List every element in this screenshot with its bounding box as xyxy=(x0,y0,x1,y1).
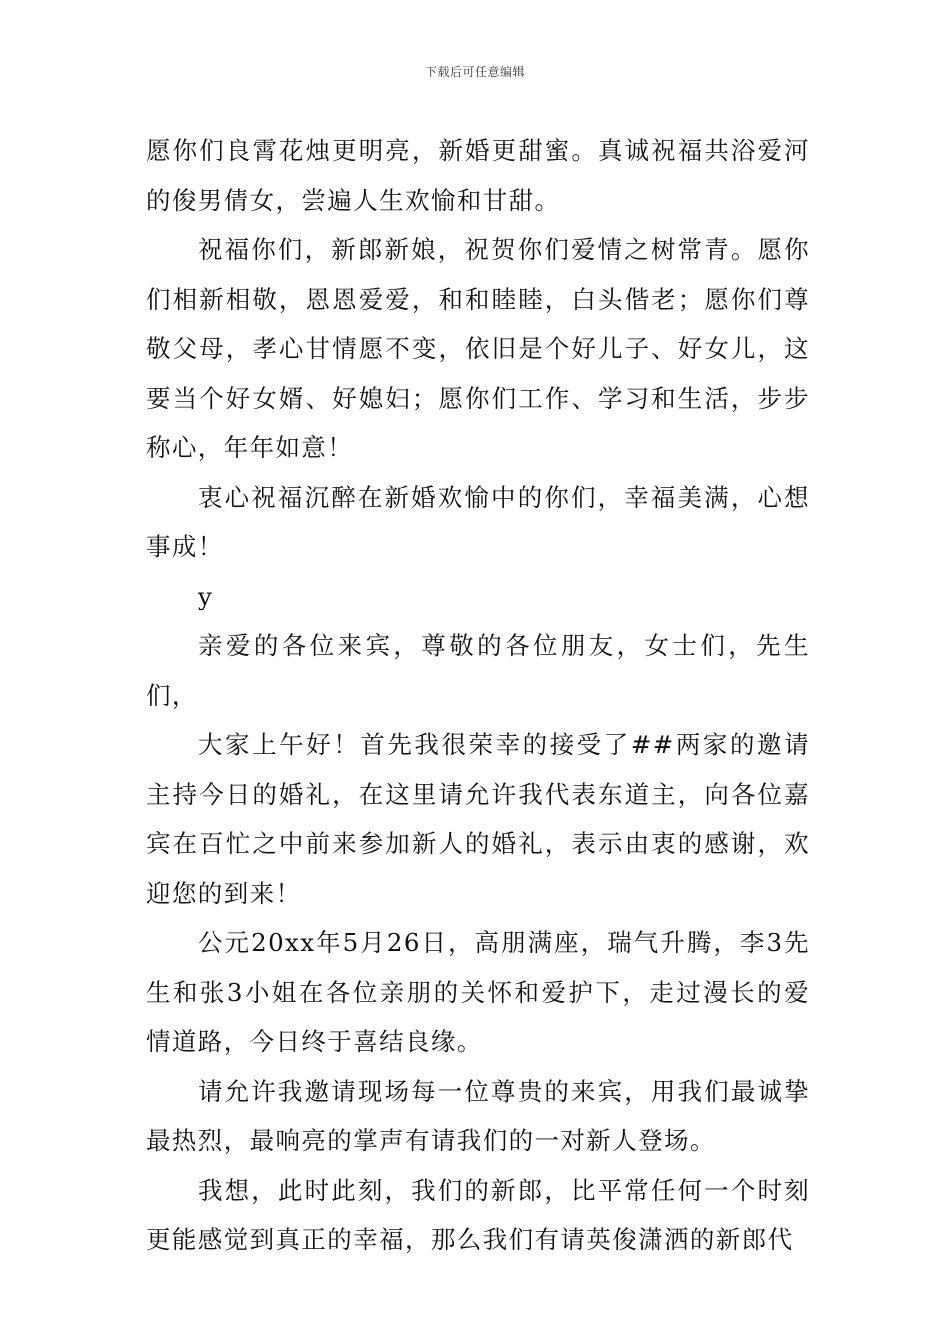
paragraph-stray-letter: y xyxy=(198,581,214,611)
paragraph-groom: 我想，此时此刻，我们的新郎，比平常任何一个时刻更能感觉到真正的幸福，那么我们有请英俊潇洒的新郎代 xyxy=(146,1175,810,1254)
paragraph-greeting: 亲爱的各位来宾，尊敬的各位朋友，女士们，先生们， xyxy=(146,631,810,710)
paragraph-welcome: 大家上午好！首先我很荣幸的接受了##两家的邀请主持今日的婚礼，在这里请允许我代表东道主，向各位嘉宾在百忙之中前来参加新人的婚礼，表示由衷的感谢，欢迎您的到来！ xyxy=(146,730,810,908)
document-body xyxy=(146,126,810,1265)
paragraph-blessing-1: 愿你们良霄花烛更明亮，新婚更甜蜜。真诚祝福共浴爱河的俊男倩女，尝遍人生欢愉和甘甜。 xyxy=(146,136,810,215)
paragraph-blessing-3: 衷心祝福沉醉在新婚欢愉中的你们，幸福美满，心想事成！ xyxy=(146,482,810,561)
paragraph-applause: 请允许我邀请现场每一位尊贵的来宾，用我们最诚挚最热烈，最响亮的掌声有请我们的一对新人登场。 xyxy=(146,1076,810,1155)
paragraph-blessing-2: 祝福你们，新郎新娘，祝贺你们爱情之树常青。愿你们相新相敬，恩恩爱爱，和和睦睦，白头偕老；愿你们尊敬父母，孝心甘情愿不变，依旧是个好儿子、好女儿，这要当个好女婿、好媳妇；愿你们工作、学习和生活，步步称心，年年如意！ xyxy=(146,235,810,462)
page-header: 下载后可任意编辑 xyxy=(424,65,525,79)
paragraph-date: 公元20xx年5月26日，高朋满座，瑞气升腾，李3先生和张3小姐在各位亲朋的关怀和爱护下，走过漫长的爱情道路，今日终于喜结良缘。 xyxy=(146,928,810,1056)
